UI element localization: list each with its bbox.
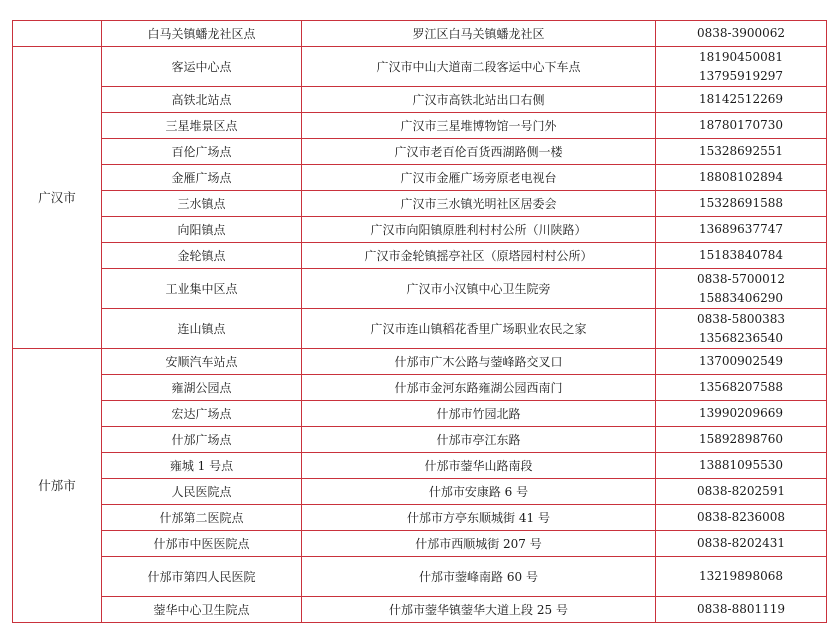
city-cell: 什邡市 bbox=[13, 349, 102, 623]
table-row bbox=[13, 21, 827, 47]
site-name: 白马关镇蟠龙社区点 bbox=[102, 21, 302, 47]
table-row bbox=[13, 505, 827, 531]
site-address: 广汉市向阳镇原胜利村村公所（川陕路） bbox=[302, 217, 656, 243]
site-phone bbox=[656, 87, 827, 113]
site-name: 什邡第二医院点 bbox=[102, 505, 302, 531]
table-row bbox=[13, 113, 827, 139]
table-row bbox=[13, 557, 827, 597]
table-row bbox=[13, 479, 827, 505]
table-row bbox=[13, 243, 827, 269]
table-row bbox=[13, 375, 827, 401]
table-row bbox=[13, 349, 827, 375]
table-row bbox=[13, 191, 827, 217]
site-address: 广汉市金雁广场旁原老电视台 bbox=[302, 165, 656, 191]
phone-number: 0838-3900062 bbox=[696, 26, 786, 40]
site-phone bbox=[656, 165, 827, 191]
site-name: 什邡广场点 bbox=[102, 427, 302, 453]
table-row bbox=[13, 269, 827, 309]
site-name: 什邡市中医医院点 bbox=[102, 531, 302, 557]
info-table bbox=[12, 20, 827, 623]
phone-number: 18780170730 bbox=[699, 118, 783, 132]
site-name: 工业集中区点 bbox=[102, 269, 302, 309]
table-row bbox=[13, 427, 827, 453]
phone-number: 0838-8236008 bbox=[696, 510, 786, 524]
site-phone bbox=[656, 597, 827, 623]
table-row bbox=[13, 453, 827, 479]
site-name: 高铁北站点 bbox=[102, 87, 302, 113]
site-phone bbox=[656, 349, 827, 375]
phone-number: 15892898760 bbox=[699, 432, 783, 446]
site-phone bbox=[656, 557, 827, 597]
site-name: 三星堆景区点 bbox=[102, 113, 302, 139]
site-address: 广汉市高铁北站出口右侧 bbox=[302, 87, 656, 113]
phone-number: 18808102894 bbox=[699, 170, 783, 184]
phone-number: 13568207588 bbox=[699, 380, 783, 394]
site-name: 向阳镇点 bbox=[102, 217, 302, 243]
site-name: 金雁广场点 bbox=[102, 165, 302, 191]
site-phone bbox=[656, 375, 827, 401]
site-name: 连山镇点 bbox=[102, 309, 302, 349]
site-phone bbox=[656, 139, 827, 165]
site-name: 三水镇点 bbox=[102, 191, 302, 217]
site-phone bbox=[656, 479, 827, 505]
site-phone bbox=[656, 453, 827, 479]
phone-number: 13700902549 bbox=[699, 354, 783, 368]
site-address: 什邡市蓥峰南路 60 号 bbox=[302, 557, 656, 597]
site-address: 广汉市连山镇稻花香里广场职业农民之家 bbox=[302, 309, 656, 349]
site-name: 人民医院点 bbox=[102, 479, 302, 505]
site-phone bbox=[656, 217, 827, 243]
site-address: 罗江区白马关镇蟠龙社区 bbox=[302, 21, 656, 47]
site-address: 广汉市老百伦百货西湖路侧一楼 bbox=[302, 139, 656, 165]
site-name: 金轮镇点 bbox=[102, 243, 302, 269]
table-row bbox=[13, 309, 827, 349]
table-body bbox=[13, 21, 827, 623]
phone-number: 13795919297 bbox=[699, 68, 783, 83]
site-phone bbox=[656, 531, 827, 557]
site-address: 什邡市竹园北路 bbox=[302, 401, 656, 427]
city-cell: 广汉市 bbox=[13, 47, 102, 349]
site-phone bbox=[656, 427, 827, 453]
site-name: 安顺汽车站点 bbox=[102, 349, 302, 375]
phone-number: 13990209669 bbox=[699, 406, 783, 420]
phone-number: 0838-8202431 bbox=[696, 536, 786, 550]
table-row bbox=[13, 165, 827, 191]
site-name: 雍城 1 号点 bbox=[102, 453, 302, 479]
table-row bbox=[13, 531, 827, 557]
site-address: 什邡市广木公路与蓥峰路交叉口 bbox=[302, 349, 656, 375]
table-row bbox=[13, 87, 827, 113]
site-phone bbox=[656, 243, 827, 269]
site-address: 什邡市蓥华山路南段 bbox=[302, 453, 656, 479]
phone-number: 13219898068 bbox=[699, 569, 783, 583]
site-name: 蓥华中心卫生院点 bbox=[102, 597, 302, 623]
site-address: 广汉市三水镇光明社区居委会 bbox=[302, 191, 656, 217]
site-name: 百伦广场点 bbox=[102, 139, 302, 165]
site-phone bbox=[656, 269, 827, 309]
table-row bbox=[13, 597, 827, 623]
phone-number: 0838-5700012 bbox=[696, 271, 786, 286]
phone-number: 18142512269 bbox=[699, 92, 783, 106]
phone-number: 0838-8202591 bbox=[696, 484, 786, 498]
site-name: 什邡市第四人民医院 bbox=[102, 557, 302, 597]
site-address: 什邡市西顺城街 207 号 bbox=[302, 531, 656, 557]
phone-number: 15328691588 bbox=[699, 196, 783, 210]
site-address: 广汉市金轮镇摇亭社区（原塔园村村公所） bbox=[302, 243, 656, 269]
site-name: 宏达广场点 bbox=[102, 401, 302, 427]
site-phone bbox=[656, 47, 827, 87]
site-address: 广汉市三星堆博物馆一号门外 bbox=[302, 113, 656, 139]
site-address: 广汉市中山大道南二段客运中心下车点 bbox=[302, 47, 656, 87]
table-row bbox=[13, 217, 827, 243]
site-address: 什邡市亭江东路 bbox=[302, 427, 656, 453]
site-phone bbox=[656, 401, 827, 427]
site-phone bbox=[656, 21, 827, 47]
city-cell bbox=[13, 21, 102, 47]
site-name: 客运中心点 bbox=[102, 47, 302, 87]
site-name: 雍湖公园点 bbox=[102, 375, 302, 401]
site-address: 什邡市金河东路雍湖公园西南门 bbox=[302, 375, 656, 401]
phone-number: 13568236540 bbox=[699, 330, 783, 345]
table-row bbox=[13, 401, 827, 427]
phone-number: 18190450081 bbox=[699, 49, 783, 64]
phone-number: 15883406290 bbox=[699, 290, 783, 305]
table-row bbox=[13, 47, 827, 87]
site-address: 什邡市蓥华镇蓥华大道上段 25 号 bbox=[302, 597, 656, 623]
table-row bbox=[13, 139, 827, 165]
site-phone bbox=[656, 191, 827, 217]
site-phone bbox=[656, 505, 827, 531]
site-address: 广汉市小汉镇中心卫生院旁 bbox=[302, 269, 656, 309]
site-phone bbox=[656, 309, 827, 349]
phone-number: 0838-8801119 bbox=[696, 602, 786, 616]
phone-number: 13689637747 bbox=[699, 222, 783, 236]
phone-number: 15183840784 bbox=[699, 248, 783, 262]
phone-number: 15328692551 bbox=[699, 144, 783, 158]
phone-number: 13881095530 bbox=[699, 458, 783, 472]
site-address: 什邡市方亭东顺城街 41 号 bbox=[302, 505, 656, 531]
phone-number: 0838-5800383 bbox=[696, 311, 786, 326]
site-address: 什邡市安康路 6 号 bbox=[302, 479, 656, 505]
site-phone bbox=[656, 113, 827, 139]
